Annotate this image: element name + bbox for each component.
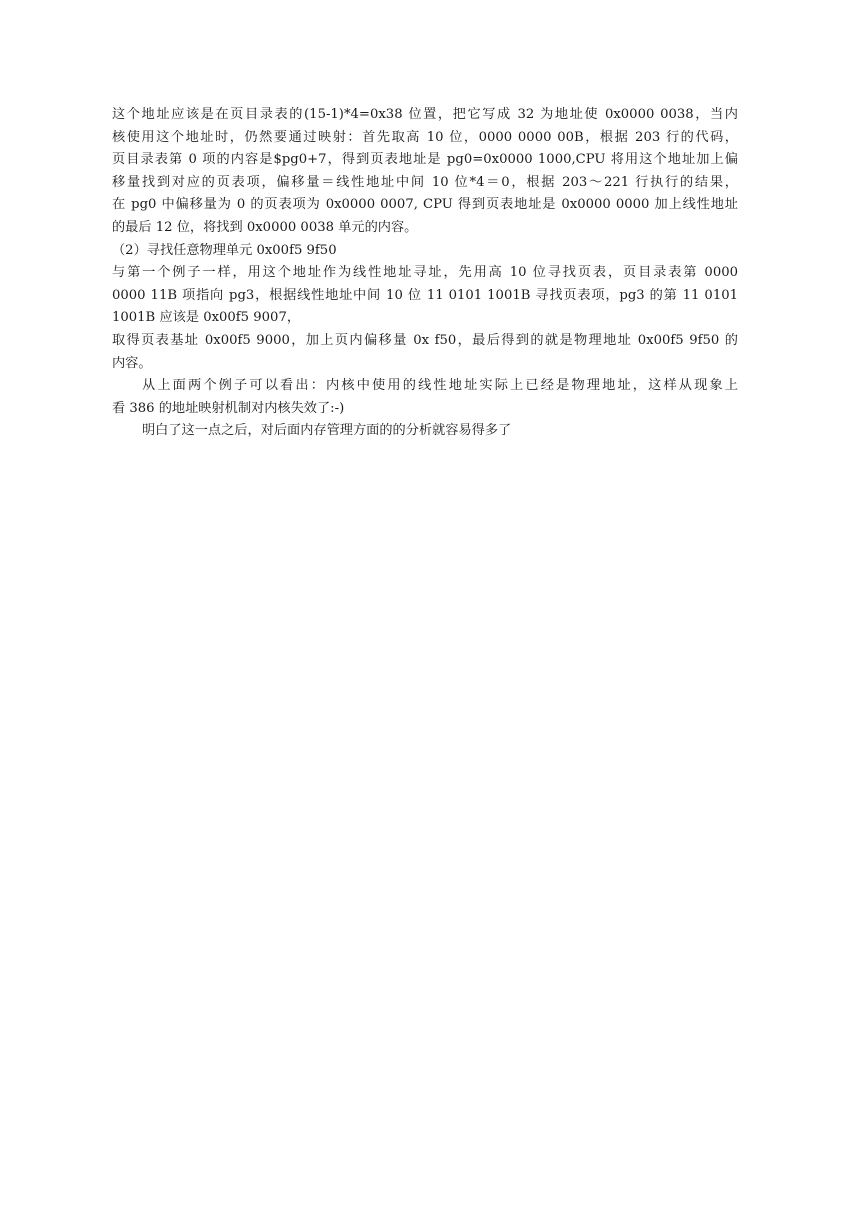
text-line: 页目录表第 0 项的内容是$pg0+7，得到页表地址是 pg0=0x0000 1000,CPU 将用这个地址加上偏 (112, 152, 738, 168)
text-line: 移量找到对应的页表项，偏移量＝线性地址中间 10 位*4＝0，根据 203～221 行执行的结果， (112, 174, 738, 190)
text-line: 与第一个例子一样，用这个地址作为线性地址寻址，先用高 10 位寻找页表，页目录表第 0000 (112, 265, 738, 281)
text-line: 1001B 应该是 0x00f5 9007， (112, 310, 301, 326)
paragraph-page-base (112, 330, 738, 375)
text-line: 核使用这个地址时，仍然要通过映射：首先取高 10 位，0000 0000 00B，根据 203 行的代码， (112, 129, 738, 145)
paragraph-address-mapping (112, 104, 738, 240)
text-line: 内容。 (112, 355, 152, 371)
paragraph-conclusion (112, 375, 738, 420)
text-line: 在 pg0 中偏移量为 0 的页表项为 0x0000 0007, CPU 得到页表地址是 0x0000 0000 加上线性地址 (112, 197, 738, 213)
text-line: 的最后 12 位，将找到 0x0000 0038 单元的内容。 (112, 219, 418, 235)
document-body (112, 104, 738, 443)
text-line: 从上面两个例子可以看出：内核中使用的线性地址实际上已经是物理地址，这样从现象上 (142, 378, 738, 394)
paragraph-example-lookup (112, 262, 738, 330)
text-line: 0000 11B 项指向 pg3，根据线性地址中间 10 位 11 0101 1001B 寻找页表项，pg3 的第 11 0101 (112, 287, 738, 303)
section-heading: （2）寻找任意物理单元 0x00f5 9f50 (112, 242, 337, 258)
text-line: 这个地址应该是在页目录表的(15-1)*4=0x38 位置，把它写成 32 为地址使 0x0000 0038，当内 (112, 107, 738, 122)
text-line: 取得页表基址 0x00f5 9000，加上页内偏移量 0x f50，最后得到的就是物理地址 0x00f5 9f50 的 (112, 332, 738, 348)
text-line: 看 386 的地址映射机制对内核失效了:-) (112, 400, 345, 416)
paragraph-closing: 明白了这一点之后，对后面内存管理方面的的分析就容易得多了 (142, 423, 512, 439)
